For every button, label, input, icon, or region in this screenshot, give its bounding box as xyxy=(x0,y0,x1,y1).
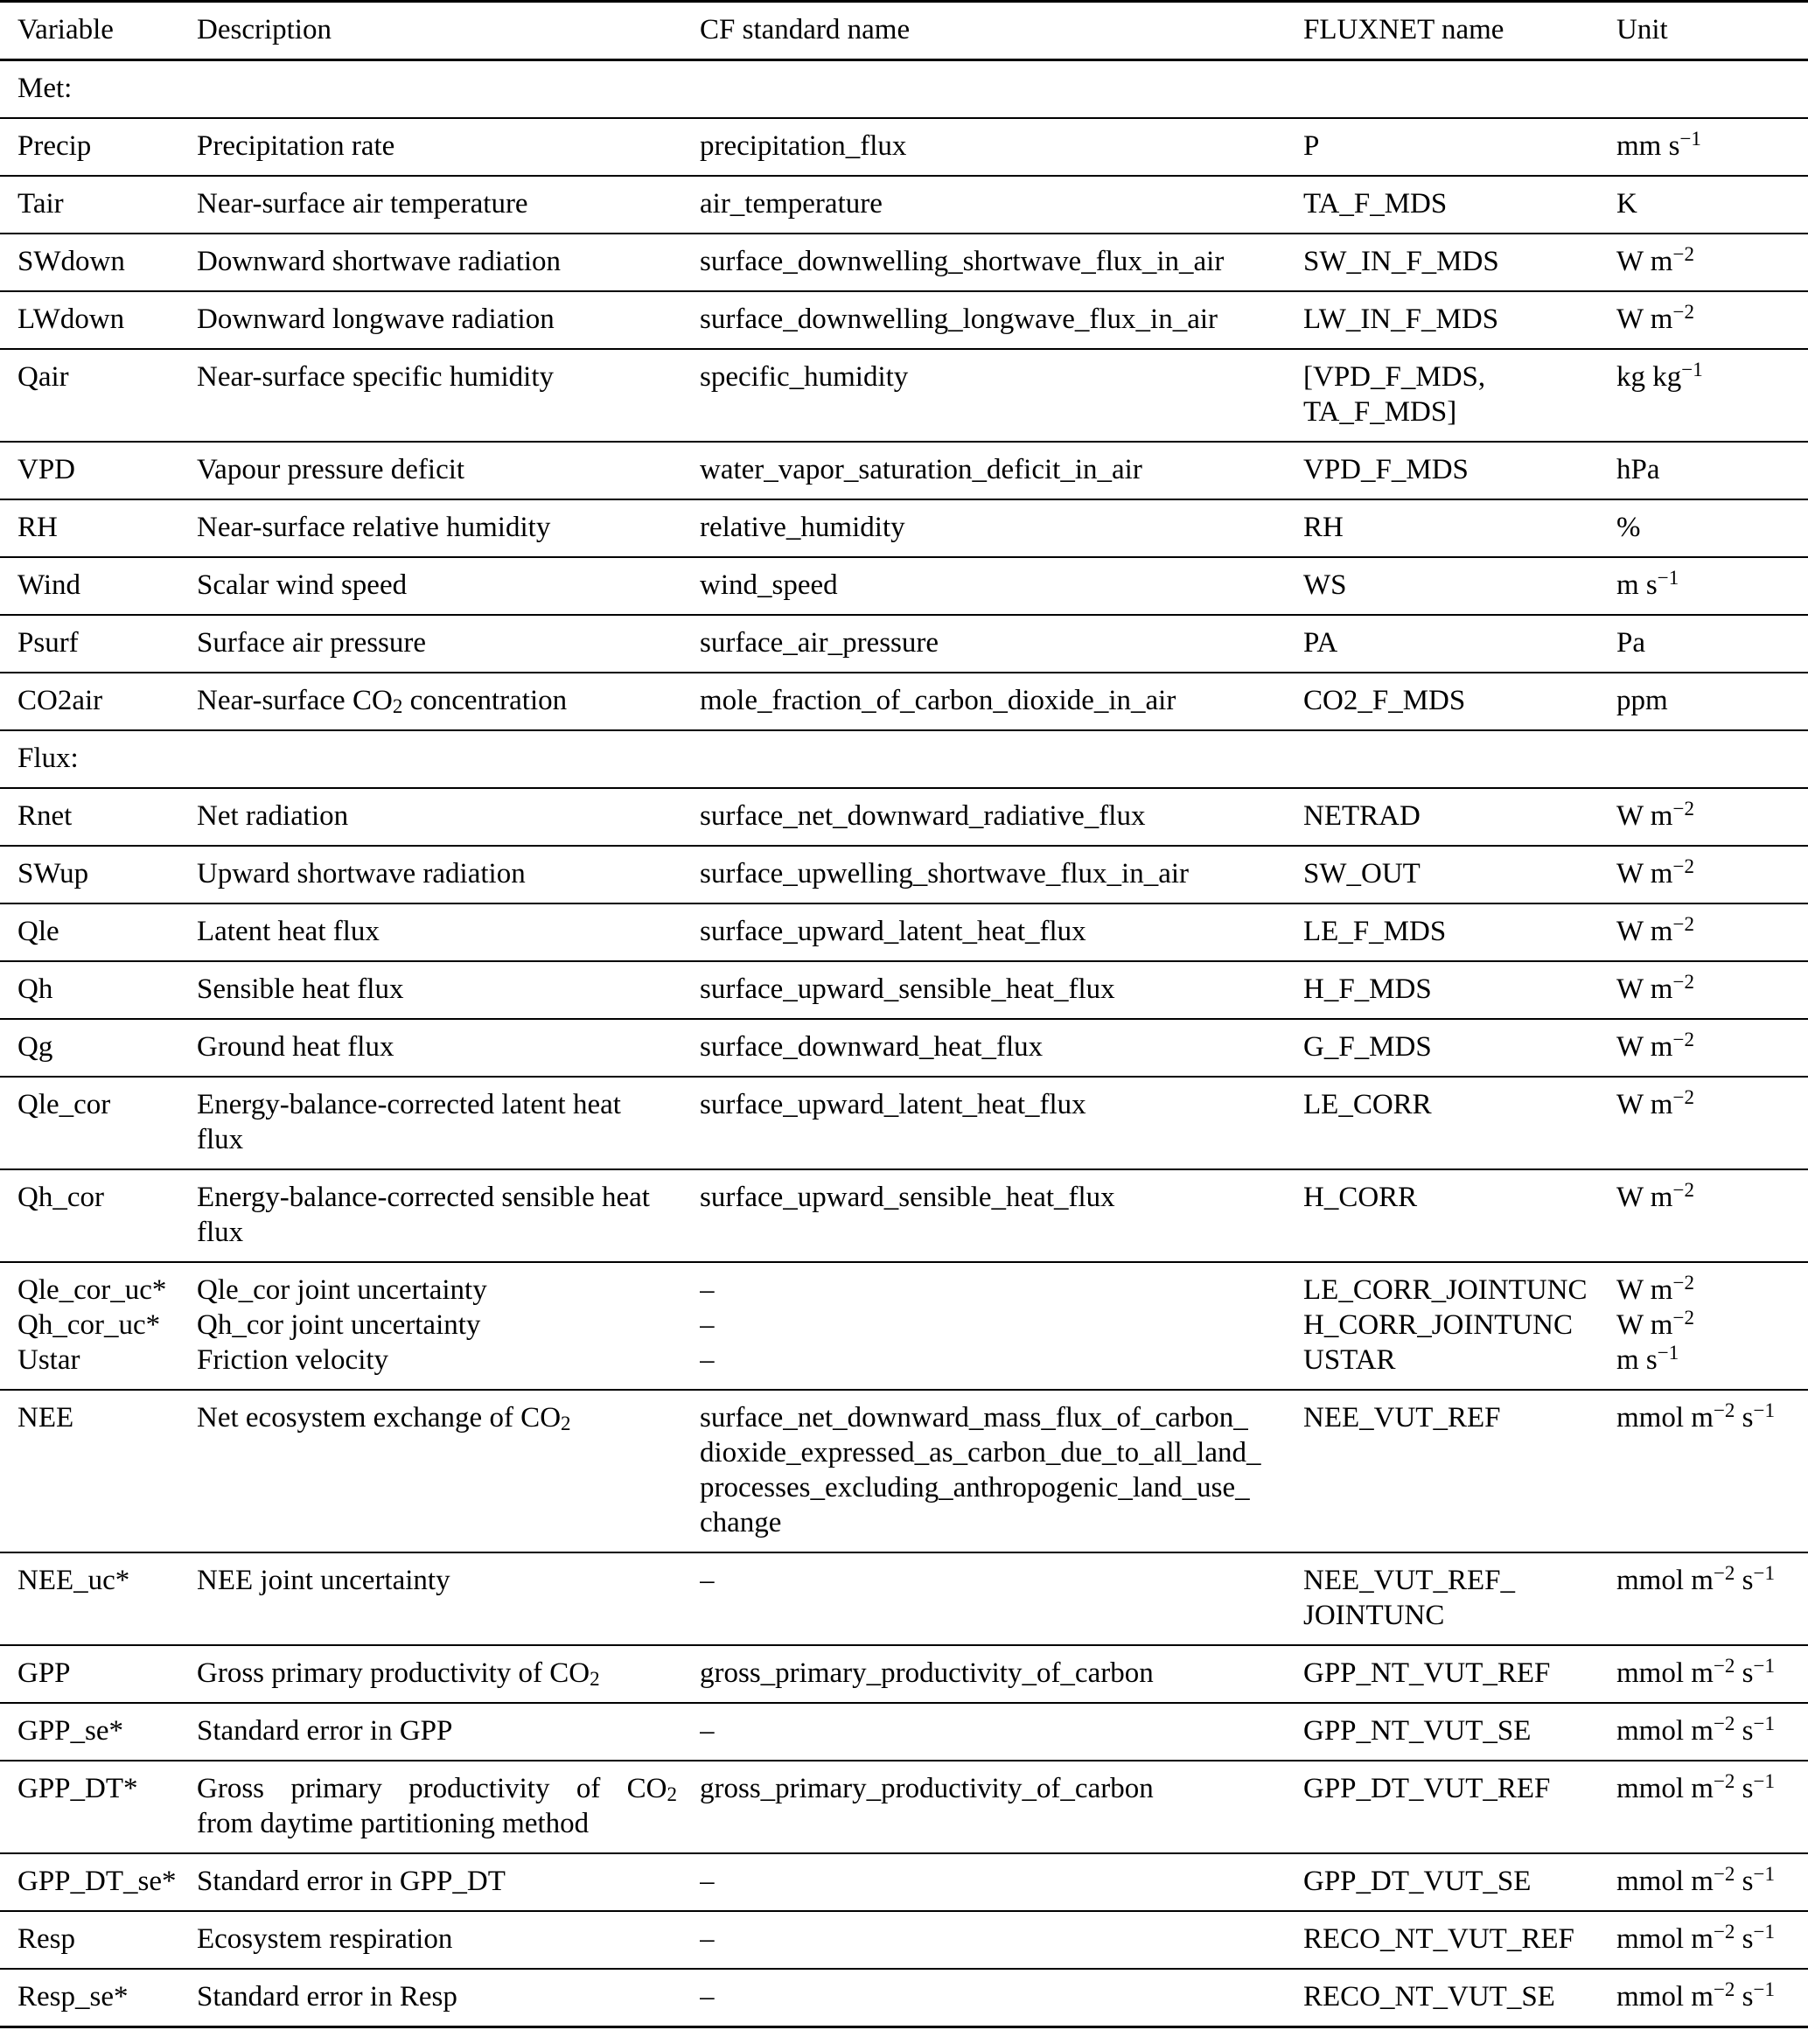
table-row xyxy=(0,557,1808,615)
cell-fluxnet-name: TA_F_MDS xyxy=(1303,188,1448,220)
table-row xyxy=(0,176,1808,234)
table-row xyxy=(0,1552,1808,1645)
col-header-description: Description xyxy=(197,14,332,45)
cell-description: Gross primary productivity of $CO_2$ from daytime partitioning method xyxy=(197,1773,677,1839)
cell-fluxnet-name: PA xyxy=(1303,627,1338,659)
cell-unit: K xyxy=(1616,188,1637,220)
table-row xyxy=(0,846,1808,903)
cell-variable: Qle_cor_uc* Qh_cor_uc* Ustar xyxy=(17,1274,167,1376)
cell-cf-name: – xyxy=(700,1923,715,1955)
cell-fluxnet-name: NEE_VUT_REF_ JOINTUNC xyxy=(1303,1565,1515,1631)
cell-variable: Qh xyxy=(17,973,53,1005)
cell-fluxnet-name: P xyxy=(1303,130,1320,162)
cell-variable: NEE xyxy=(17,1402,74,1434)
cell-cf-name: – xyxy=(700,1981,715,2013)
table-row xyxy=(0,234,1808,291)
cell-cf-name: water_vapor_saturation_deficit_in_air xyxy=(700,454,1142,485)
cell-unit: mm $s^{-1}$ xyxy=(1616,127,1701,162)
cell-description: Near-surface air temperature xyxy=(197,188,528,220)
cell-unit: W $m^{-2}$ xyxy=(1616,912,1694,947)
cell-variable: Qg xyxy=(17,1031,53,1063)
table-row xyxy=(0,442,1808,499)
cell-unit: mmol $m^{-2}$ $s^{-1}$ xyxy=(1616,1920,1775,1955)
table-row xyxy=(0,1911,1808,1969)
cell-unit: hPa xyxy=(1616,454,1660,485)
cell-unit: mmol $m^{-2}$ $s^{-1}$ xyxy=(1616,1978,1775,2013)
cell-cf-name: surface_upwelling_shortwave_flux_in_air xyxy=(700,858,1190,889)
cell-fluxnet-name: RECO_NT_VUT_REF xyxy=(1303,1923,1574,1955)
cell-fluxnet-name: VPD_F_MDS xyxy=(1303,454,1469,485)
cell-description: Energy-balance-corrected sensible heat flux xyxy=(197,1182,650,1248)
table-row xyxy=(0,349,1808,442)
cell-variable: Qle_cor xyxy=(17,1089,111,1120)
cell-unit: W $m^{-2}$ xyxy=(1616,1085,1694,1120)
table-row xyxy=(0,1853,1808,1911)
cell-fluxnet-name: GPP_DT_VUT_REF xyxy=(1303,1773,1551,1804)
cell-fluxnet-name: LE_CORR xyxy=(1303,1089,1432,1120)
table-row xyxy=(0,1262,1808,1390)
table-header xyxy=(0,2,1808,60)
cell-fluxnet-name: LE_CORR_JOINTUNC H_CORR_JOINTUNC USTAR xyxy=(1303,1274,1588,1376)
cell-cf-name: precipitation_flux xyxy=(700,130,907,162)
cell-variable: Rnet xyxy=(17,800,73,832)
cell-unit: W $m^{-2}$ xyxy=(1616,970,1694,1005)
cell-variable: SWup xyxy=(17,858,89,889)
cell-fluxnet-name: H_CORR xyxy=(1303,1182,1418,1213)
cell-variable: Wind xyxy=(17,569,80,601)
table-row xyxy=(0,499,1808,557)
cell-unit: Pa xyxy=(1616,627,1645,659)
cell-cf-name: – xyxy=(700,1866,715,1897)
cell-description: Downward longwave radiation xyxy=(197,303,555,335)
cell-fluxnet-name: G_F_MDS xyxy=(1303,1031,1432,1063)
cell-unit: kg $kg^{-1}$ xyxy=(1616,358,1703,393)
table-row xyxy=(0,1169,1808,1262)
cell-cf-name: specific_humidity xyxy=(700,361,909,393)
cell-description: Ground heat flux xyxy=(197,1031,394,1063)
cell-description: Near-surface $CO_2$ concentration xyxy=(197,685,568,718)
cell-description: Vapour pressure deficit xyxy=(197,454,465,485)
cell-variable: LWdown xyxy=(17,303,125,335)
cell-cf-name: surface_air_pressure xyxy=(700,627,939,659)
cell-unit: % xyxy=(1616,512,1641,543)
cell-cf-name: gross_primary_productivity_of_carbon xyxy=(700,1657,1154,1689)
cell-fluxnet-name: RH xyxy=(1303,512,1344,543)
cell-variable: GPP_se* xyxy=(17,1715,124,1747)
cell-variable: Precip xyxy=(17,130,92,162)
header-row xyxy=(0,2,1808,60)
table-row xyxy=(0,788,1808,846)
cell-fluxnet-name: GPP_NT_VUT_SE xyxy=(1303,1715,1532,1747)
cell-variable: VPD xyxy=(17,454,76,485)
cell-description: Gross primary productivity of $CO_2$ xyxy=(197,1657,600,1691)
cell-variable: GPP_DT_se* xyxy=(17,1866,177,1897)
cell-cf-name: gross_primary_productivity_of_carbon xyxy=(700,1773,1154,1804)
section-row xyxy=(0,730,1808,788)
cell-cf-name: surface_downwelling_longwave_flux_in_air xyxy=(700,303,1218,335)
cell-unit: ppm xyxy=(1616,685,1668,716)
cell-variable: NEE_uc* xyxy=(17,1565,130,1596)
section-row xyxy=(0,60,1808,119)
table-row xyxy=(0,1761,1808,1853)
cell-description: Energy-balance-corrected latent heat flux xyxy=(197,1089,621,1155)
col-header-unit: Unit xyxy=(1616,14,1668,45)
cell-description: Near-surface specific humidity xyxy=(197,361,554,393)
table-row xyxy=(0,615,1808,673)
cell-cf-name: surface_upward_sensible_heat_flux xyxy=(700,1182,1115,1213)
section-label: Met: xyxy=(17,73,73,104)
table-row xyxy=(0,1077,1808,1169)
cell-unit: W $m^{-2}$ xyxy=(1616,242,1694,277)
cell-fluxnet-name: RECO_NT_VUT_SE xyxy=(1303,1981,1555,2013)
cell-variable: Tair xyxy=(17,188,64,220)
cell-unit: mmol $m^{-2}$ $s^{-1}$ xyxy=(1616,1561,1775,1596)
cell-variable: Qair xyxy=(17,361,69,393)
cell-description: Standard error in Resp xyxy=(197,1981,457,2013)
cell-cf-name: – – – xyxy=(700,1274,715,1376)
table-row xyxy=(0,118,1808,176)
cell-unit: mmol $m^{-2}$ $s^{-1}$ xyxy=(1616,1654,1775,1689)
cell-unit: m $s^{-1}$ xyxy=(1616,566,1679,601)
cell-fluxnet-name: SW_OUT xyxy=(1303,858,1421,889)
cell-description: Upward shortwave radiation xyxy=(197,858,526,889)
table-row xyxy=(0,1703,1808,1761)
cell-cf-name: surface_upward_latent_heat_flux xyxy=(700,916,1086,947)
cell-cf-name: surface_net_downward_radiative_flux xyxy=(700,800,1146,832)
cell-fluxnet-name: GPP_DT_VUT_SE xyxy=(1303,1866,1532,1897)
cell-variable: GPP_DT* xyxy=(17,1773,138,1804)
cell-unit: W $m^{-2}$ xyxy=(1616,1178,1694,1213)
cell-unit: mmol $m^{-2}$ $s^{-1}$ xyxy=(1616,1399,1775,1434)
cell-variable: Resp_se* xyxy=(17,1981,129,2013)
table-row xyxy=(0,291,1808,349)
cell-unit: W $m^{-2}$ xyxy=(1616,300,1694,335)
table-row xyxy=(0,961,1808,1019)
cell-description: Precipitation rate xyxy=(197,130,395,162)
cell-variable: GPP xyxy=(17,1657,71,1689)
table-row xyxy=(0,903,1808,961)
cell-description: Standard error in GPP_DT xyxy=(197,1866,506,1897)
cell-unit: W $m^{-2}$ xyxy=(1616,1028,1694,1063)
col-header-fluxnet-name: FLUXNET name xyxy=(1303,14,1504,45)
cell-cf-name: – xyxy=(700,1565,715,1596)
cell-fluxnet-name: SW_IN_F_MDS xyxy=(1303,246,1499,277)
cell-cf-name: surface_upward_latent_heat_flux xyxy=(700,1089,1086,1120)
cell-fluxnet-name: NEE_VUT_REF xyxy=(1303,1402,1501,1434)
cell-variable: RH xyxy=(17,512,58,543)
table-row xyxy=(0,1645,1808,1703)
cell-cf-name: wind_speed xyxy=(700,569,838,601)
cell-description: Latent heat flux xyxy=(197,916,380,947)
cell-unit: mmol $m^{-2}$ $s^{-1}$ xyxy=(1616,1769,1775,1804)
cell-fluxnet-name: WS xyxy=(1303,569,1347,601)
cell-cf-name: surface_upward_sensible_heat_flux xyxy=(700,973,1115,1005)
cell-description: Downward shortwave radiation xyxy=(197,246,562,277)
cell-description: Near-surface relative humidity xyxy=(197,512,551,543)
cell-fluxnet-name: H_F_MDS xyxy=(1303,973,1432,1005)
table-body xyxy=(0,60,1808,2027)
col-header-cf-name: CF standard name xyxy=(700,14,911,45)
cell-fluxnet-name: CO2_F_MDS xyxy=(1303,685,1466,716)
cell-cf-name: relative_humidity xyxy=(700,512,905,543)
section-label: Flux: xyxy=(17,743,79,774)
cell-unit: W $m^{-2}$ xyxy=(1616,855,1694,889)
table-row xyxy=(0,1390,1808,1552)
cell-variable: CO2air xyxy=(17,685,103,716)
cell-variable: Qle xyxy=(17,916,59,947)
cell-fluxnet-name: [VPD_F_MDS, TA_F_MDS] xyxy=(1303,361,1486,428)
cell-description: Net ecosystem exchange of $CO_2$ xyxy=(197,1402,571,1435)
cell-variable: Resp xyxy=(17,1923,75,1955)
table-row xyxy=(0,1969,1808,2027)
cell-cf-name: air_temperature xyxy=(700,188,883,220)
cell-unit: mmol $m^{-2}$ $s^{-1}$ xyxy=(1616,1862,1775,1897)
cell-cf-name: surface_downward_heat_flux xyxy=(700,1031,1044,1063)
cell-cf-name: surface_net_downward_mass_flux_of_carbon_ dioxide_expressed_as_carbon_due_to_all_land_ processes_excluding_anthropogenic_land_use_ change xyxy=(700,1402,1261,1538)
col-header-variable: Variable xyxy=(17,14,114,45)
cell-description: Ecosystem respiration xyxy=(197,1923,453,1955)
cell-variable: SWdown xyxy=(17,246,125,277)
cell-description: Qle_cor joint uncertainty Qh_cor joint uncertainty Friction velocity xyxy=(197,1274,487,1376)
cell-fluxnet-name: LW_IN_F_MDS xyxy=(1303,303,1499,335)
cell-unit: W $m^{-2}$ W $m^{-2}$ m $s^{-1}$ xyxy=(1616,1271,1694,1376)
cell-fluxnet-name: NETRAD xyxy=(1303,800,1421,832)
cell-cf-name: surface_downwelling_shortwave_flux_in_air xyxy=(700,246,1225,277)
cell-cf-name: mole_fraction_of_carbon_dioxide_in_air xyxy=(700,685,1176,716)
cell-fluxnet-name: GPP_NT_VUT_REF xyxy=(1303,1657,1551,1689)
cell-description: Sensible heat flux xyxy=(197,973,404,1005)
cell-description: Standard error in GPP xyxy=(197,1715,453,1747)
cell-description: Net radiation xyxy=(197,800,349,832)
cell-description: Surface air pressure xyxy=(197,627,427,659)
table-row xyxy=(0,673,1808,730)
cell-fluxnet-name: LE_F_MDS xyxy=(1303,916,1447,947)
table-row xyxy=(0,1019,1808,1077)
cell-description: NEE joint uncertainty xyxy=(197,1565,450,1596)
cell-variable: Psurf xyxy=(17,627,79,659)
cell-cf-name: – xyxy=(700,1715,715,1747)
cell-variable: Qh_cor xyxy=(17,1182,104,1213)
cell-unit: mmol $m^{-2}$ $s^{-1}$ xyxy=(1616,1712,1775,1747)
cell-description: Scalar wind speed xyxy=(197,569,408,601)
cell-unit: W $m^{-2}$ xyxy=(1616,797,1694,832)
